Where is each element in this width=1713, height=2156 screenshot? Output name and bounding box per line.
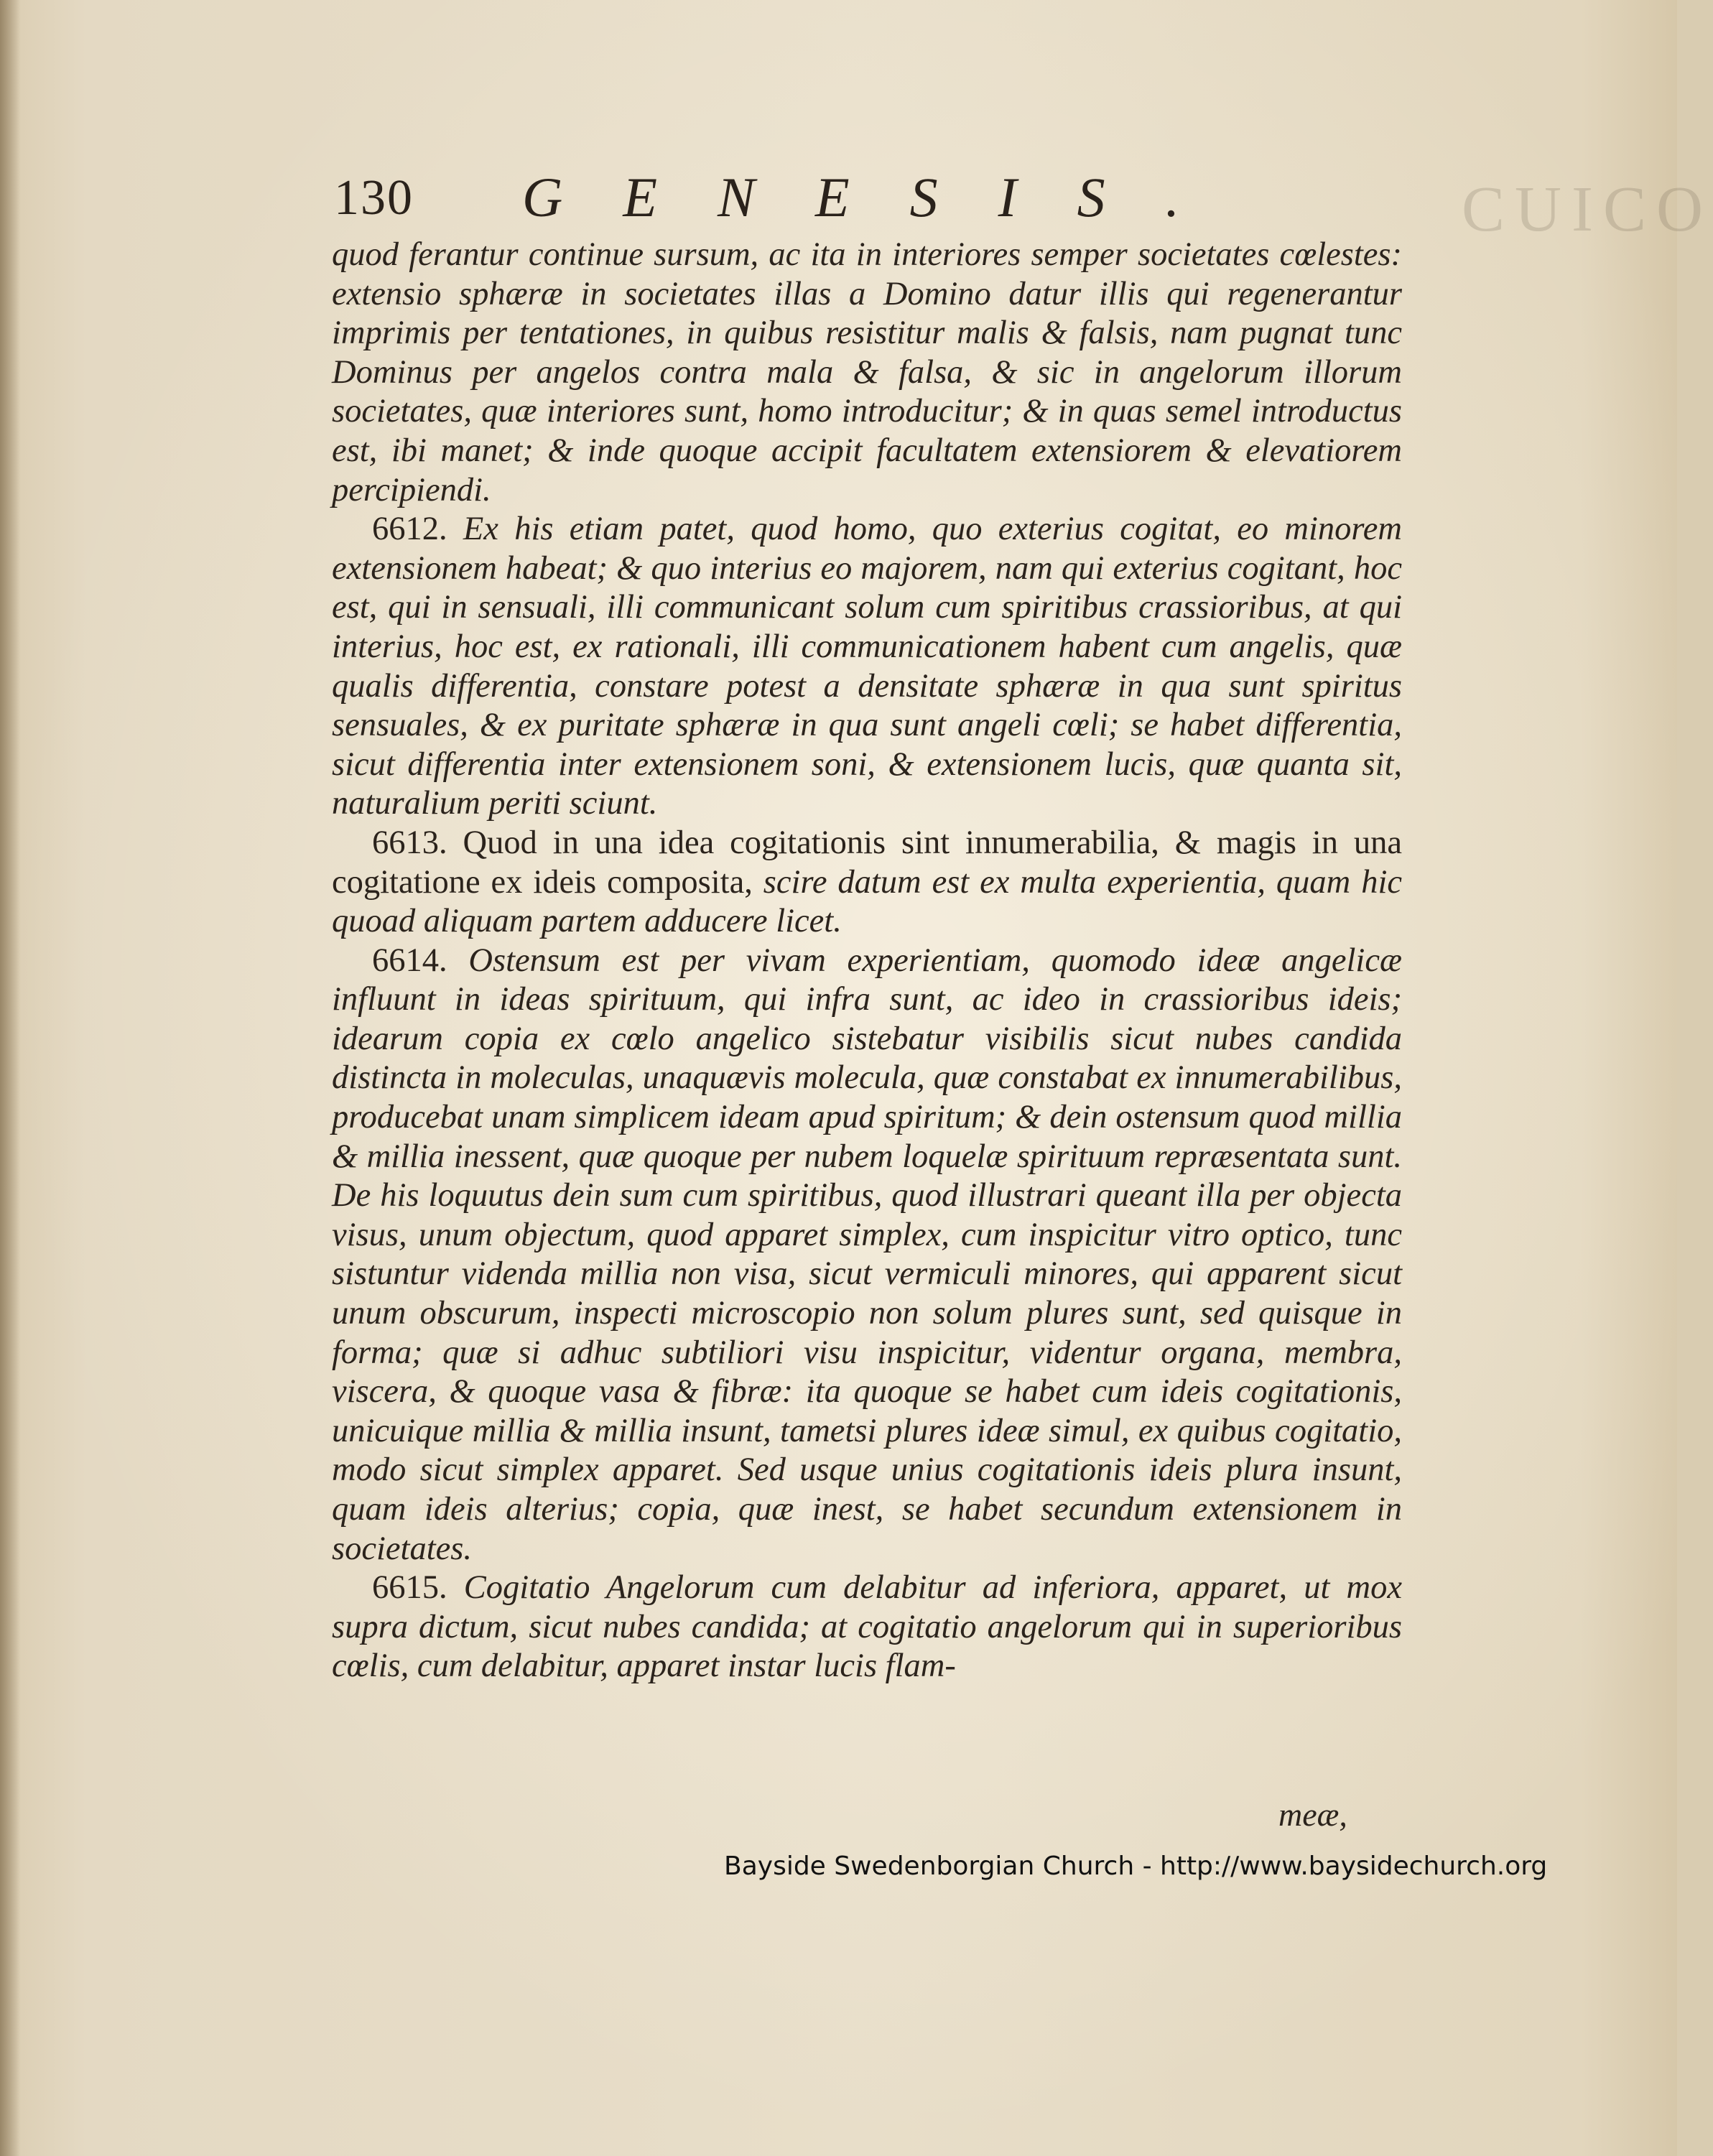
paragraph-continuation [332,236,1402,510]
text-segment: scire datum est ex multa experientia, quam hic quoad aliquam partem adducere licet. [332,863,1403,940]
text-segment: Cogitatio Angelorum cum delabitur ad inferiora, apparet, ut mox supra dictum, sicut nubes candida; at cogitatio angelorum qui in superioribus cœlis, cum delabitur, apparet instar lucis flam- [332,1569,1402,1685]
paragraph-number: 6612. [372,511,463,548]
catchword: meæ, [1278,1796,1347,1833]
watermark-caption: Bayside Swedenborgian Church - http://www.baysidechurch.org [724,1851,1548,1881]
page-header [334,165,1240,244]
paragraph-6613 [332,824,1402,942]
text-segment: Ex his etiam patet, quod homo, quo exterius cogitat, eo minorem extensionem habeat; & quo interius eo majorem, nam qui exterius cogitant, hoc est, qui in sensuali, illi communicant solum cum spiritibus crassioribus, at qui interius, hoc est, ex rationali, illi communicationem habent cum angelis, quæ qualis differentia, constare potest a densitate sphæræ in qua sunt spiritus sensuales, & ex puritate sphæræ in qua sunt angeli cœli; se habet differentia, sicut differentia inter extensionem soni, & extensionem lucis, quæ quanta sit, naturalium periti sciunt. [332,511,1403,822]
paragraph-6615 [332,1569,1402,1686]
running-title: GENESIS. [522,166,1240,228]
text-segment: quod ferantur continue sursum, ac ita in interiores semper societates cœlestes: extensio sphæræ in societates illas a Domino datur illis qui regenerantur imprimis per tentationes, in quibus resistitur malis & falsis, nam pugnat tunc Dominus per angelos contra mala & falsa, & sic in angelorum illorum societates, quæ interiores sunt, homo introducitur; & in quas semel introductus est, ibi manet; & inde quoque accipit facultatem extensiorem & elevatiorem percipiendi. [332,236,1402,508]
body-text [332,236,1402,1686]
text-segment: Ostensum est per vivam experientiam, quomodo ideæ angelicæ influunt in ideas spirituum, qui infra sunt, ac ideo in crassioribus ideis; idearum copia ex cœlo angelico sistebatur visibilis sicut nubes candida distincta in moleculas, unaquævis molecula, quæ constabat ex innumerabilibus, producebat unam simplicem ideam apud spiritum; & dein ostensum quod millia & millia inessent, quæ quoque per nubem loquelæ spirituum repræsentata sunt. De his loquutus dein sum cum spiritibus, quod illustrari queant illa per objecta visus, unum objectum, quod apparet simplex, cum inspicitur vitro optico, tunc sistuntur videnda millia non visa, sicut vermiculi minores, qui apparent sicut unum obscurum, inspecti microscopio non solum plures sunt, sed quisque in forma; quæ si adhuc subtiliori visu inspicitur, videntur organa, membra, viscera, & quoque vasa & fibræ: ita quoque se habet cum ideis cogitationis, unicuique millia & millia insunt, tametsi plures ideæ simul, ex quibus cogitatio, modo sicut simplex apparet. Sed usque unius cogitationis ideis plura insunt, quam ideis alterius; copia, quæ inest, se habet secundum extensionem in societates. [332,942,1403,1567]
paragraph-6612 [332,510,1402,824]
paragraph-number: 6614. [372,942,469,979]
text-segment: 6613. Quod in una idea cogitationis sint innumerabilia, & magis in una cogitatione ex ideis composita, [332,824,1402,901]
paragraph-number: 6615. [372,1569,464,1607]
page-number: 130 [334,170,414,226]
paragraph-6614 [332,942,1402,1569]
bleed-through-text: CUICO [1462,174,1713,245]
gutter-shadow [0,0,20,2156]
